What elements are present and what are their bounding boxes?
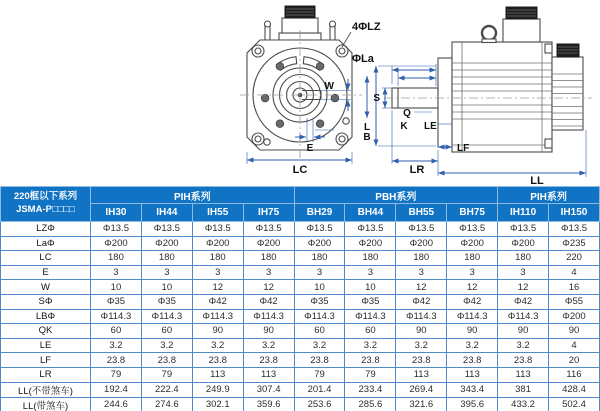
dimension-cell: 20 (549, 353, 600, 368)
dimension-cell: 220 (549, 251, 600, 266)
dim-label-lf: LF (457, 143, 470, 154)
dimension-cell: 3 (447, 265, 498, 280)
dimension-cell: 23.8 (141, 353, 192, 368)
dimension-cell: Φ13.5 (345, 222, 396, 237)
dimension-cell: 321.6 (396, 397, 447, 411)
dimension-cell: 3.2 (141, 338, 192, 353)
dimension-cell: 113 (498, 367, 549, 382)
table-row (1, 280, 600, 295)
dimension-cell: 90 (447, 324, 498, 339)
dimension-cell: Φ200 (243, 236, 294, 251)
dimension-cell: 16 (549, 280, 600, 295)
table-row (1, 309, 600, 324)
table-row (1, 367, 600, 382)
dimension-cell: 23.8 (498, 353, 549, 368)
dimension-cell: 285.6 (345, 397, 396, 411)
dimension-cell: 3.2 (294, 338, 345, 353)
table-row (1, 222, 600, 237)
dimension-cell: 180 (396, 251, 447, 266)
side-view-drawing (352, 7, 592, 186)
dimension-cell: 90 (549, 324, 600, 339)
dimension-cell: 180 (91, 251, 142, 266)
dimension-cell: Φ13.5 (498, 222, 549, 237)
dimension-cell: 10 (141, 280, 192, 295)
dimension-cell: 3.2 (396, 338, 447, 353)
dimension-cell: 79 (345, 367, 396, 382)
dimension-cell: 3 (294, 265, 345, 280)
row-label: LL(带煞车) (1, 397, 91, 411)
dimension-cell: 79 (91, 367, 142, 382)
dimension-cell: Φ35 (345, 294, 396, 309)
group-header-pih2: PIH系列 (498, 187, 600, 204)
table-column-header-row (1, 204, 600, 222)
dimension-cell: 4 (549, 338, 600, 353)
dimension-cell: Φ200 (396, 236, 447, 251)
dimension-cell: 4 (549, 265, 600, 280)
table-row (1, 338, 600, 353)
dimension-cell: 60 (294, 324, 345, 339)
dimension-cell: Φ13.5 (243, 222, 294, 237)
dimension-cell: Φ35 (91, 294, 142, 309)
dimension-cell: Φ114.3 (345, 309, 396, 324)
dimension-drawings (0, 0, 600, 186)
dimension-cell: 3.2 (192, 338, 243, 353)
table-row (1, 236, 600, 251)
table-row (1, 265, 600, 280)
row-label: LF (1, 353, 91, 368)
row-label: E (1, 265, 91, 280)
row-label: LBΦ (1, 309, 91, 324)
dimension-cell: 3.2 (447, 338, 498, 353)
dimension-cell: 302.1 (192, 397, 243, 411)
dimension-cell: 3 (396, 265, 447, 280)
dimension-cell: Φ200 (141, 236, 192, 251)
col-header-bh55: BH55 (396, 204, 447, 222)
dimension-cell: Φ200 (192, 236, 243, 251)
dimension-cell: Φ200 (91, 236, 142, 251)
dimension-cell: 428.4 (549, 382, 600, 397)
dimension-cell: 113 (192, 367, 243, 382)
dimension-cell: Φ114.3 (498, 309, 549, 324)
group-header-pih: PIH系列 (91, 187, 295, 204)
dimension-cell: 113 (447, 367, 498, 382)
dimension-cell: 307.4 (243, 382, 294, 397)
dimension-cell: 116 (549, 367, 600, 382)
row-label: SΦ (1, 294, 91, 309)
dimension-cell: 269.4 (396, 382, 447, 397)
dim-label-w: W (324, 81, 334, 92)
dimension-cell: 12 (396, 280, 447, 295)
col-header-ih44: IH44 (141, 204, 192, 222)
dimension-cell: 180 (294, 251, 345, 266)
dimension-cell: Φ13.5 (192, 222, 243, 237)
table-group-header-row (1, 187, 600, 204)
dimension-cell: Φ114.3 (192, 309, 243, 324)
table-row (1, 397, 600, 411)
dimension-cell: 274.6 (141, 397, 192, 411)
dimension-cell: 10 (91, 280, 142, 295)
dimension-cell: Φ55 (549, 294, 600, 309)
row-label: LE (1, 338, 91, 353)
dim-label-s: S (373, 93, 380, 104)
dimension-cell: 222.4 (141, 382, 192, 397)
dimension-cell: 381 (498, 382, 549, 397)
dimension-cell: Φ114.3 (447, 309, 498, 324)
series-name-line1: 220框以下系列 (13, 191, 78, 203)
series-name-line2: JSMA-P□□□□ (16, 204, 75, 215)
dimension-cell: 359.6 (243, 397, 294, 411)
dim-label-q: Q (403, 108, 411, 119)
dimension-cell: Φ13.5 (447, 222, 498, 237)
dimension-cell: 90 (243, 324, 294, 339)
dimension-table (0, 186, 600, 411)
dimension-cell: Φ35 (294, 294, 345, 309)
dimension-cell: Φ13.5 (549, 222, 600, 237)
col-header-bh44: BH44 (345, 204, 396, 222)
dimension-cell: 3.2 (91, 338, 142, 353)
series-corner-header (1, 187, 91, 222)
group-header-pbh: PBH系列 (294, 187, 498, 204)
dimension-cell: 3 (498, 265, 549, 280)
dimension-cell: 113 (243, 367, 294, 382)
row-label: W (1, 280, 91, 295)
dimension-cell: 90 (498, 324, 549, 339)
dimension-cell: 23.8 (243, 353, 294, 368)
dimension-cell: 3 (345, 265, 396, 280)
dimension-cell: Φ114.3 (243, 309, 294, 324)
dimension-cell: 10 (345, 280, 396, 295)
col-header-ih55: IH55 (192, 204, 243, 222)
dimension-cell: 192.4 (91, 382, 142, 397)
dimension-cell: Φ114.3 (91, 309, 142, 324)
dimension-cell: 12 (192, 280, 243, 295)
col-header-ih30: IH30 (91, 204, 142, 222)
dimension-cell: 12 (498, 280, 549, 295)
dimension-cell: Φ114.3 (396, 309, 447, 324)
col-header-bh29: BH29 (294, 204, 345, 222)
dimension-cell: 3 (243, 265, 294, 280)
col-header-bh75: BH75 (447, 204, 498, 222)
dimension-cell: Φ35 (141, 294, 192, 309)
dimension-cell: Φ114.3 (141, 309, 192, 324)
dim-label-ll: LL (530, 175, 544, 186)
dimension-cell: 90 (192, 324, 243, 339)
dim-label-la: ΦLa (352, 53, 374, 65)
dimension-cell: 3 (91, 265, 142, 280)
dimension-cell: 502.4 (549, 397, 600, 411)
dimension-cell: 395.6 (447, 397, 498, 411)
dimension-cell: 79 (294, 367, 345, 382)
dimension-cell: Φ200 (294, 236, 345, 251)
dimension-cell: Φ114.3 (294, 309, 345, 324)
dimension-cell: 10 (294, 280, 345, 295)
dimension-cell: 253.6 (294, 397, 345, 411)
table-row (1, 324, 600, 339)
col-header-ih110: IH110 (498, 204, 549, 222)
dim-label-le: LE (424, 121, 437, 132)
dimension-cell: 60 (91, 324, 142, 339)
dimension-cell: Φ13.5 (91, 222, 142, 237)
row-label: LC (1, 251, 91, 266)
table-row (1, 294, 600, 309)
dimension-cell: 343.4 (447, 382, 498, 397)
dimension-cell: 180 (141, 251, 192, 266)
row-label: LZΦ (1, 222, 91, 237)
dimension-cell: 12 (243, 280, 294, 295)
dimension-cell: 23.8 (192, 353, 243, 368)
dimension-cell: 180 (498, 251, 549, 266)
dim-label-lc: LC (292, 164, 308, 176)
row-label: QK (1, 324, 91, 339)
dimension-cell: 180 (192, 251, 243, 266)
dimension-cell: Φ200 (498, 236, 549, 251)
dimension-cell: Φ42 (447, 294, 498, 309)
dimension-cell: Φ200 (447, 236, 498, 251)
dimension-cell: 201.4 (294, 382, 345, 397)
dimension-cell: 3 (141, 265, 192, 280)
dimension-cell: 233.4 (345, 382, 396, 397)
dimension-cell: 12 (447, 280, 498, 295)
dimension-cell: 79 (141, 367, 192, 382)
dimension-cell: 3.2 (345, 338, 396, 353)
dimension-cell: 180 (447, 251, 498, 266)
dimension-cell: 90 (396, 324, 447, 339)
dimension-cell: 180 (345, 251, 396, 266)
dim-label-4lz: 4ΦLZ (352, 21, 381, 33)
table-row (1, 382, 600, 397)
dimension-cell: 3 (192, 265, 243, 280)
dimension-cell: 23.8 (91, 353, 142, 368)
dim-label-lb-l: L (363, 122, 371, 133)
col-header-ih75: IH75 (243, 204, 294, 222)
dimension-cell: 3.2 (498, 338, 549, 353)
dimension-cell: 249.9 (192, 382, 243, 397)
row-label: LaΦ (1, 236, 91, 251)
dim-label-lr: LR (409, 164, 425, 176)
dimension-cell: Φ42 (498, 294, 549, 309)
row-label: LL(不带煞车) (1, 382, 91, 397)
dimension-cell: Φ13.5 (141, 222, 192, 237)
dimension-cell: 60 (345, 324, 396, 339)
dimension-cell: 3.2 (243, 338, 294, 353)
dimension-cell: 23.8 (447, 353, 498, 368)
dimension-cell: 433.2 (498, 397, 549, 411)
dimension-cell: Φ200 (549, 309, 600, 324)
dimension-cell: 23.8 (294, 353, 345, 368)
dimension-cell: 23.8 (396, 353, 447, 368)
dim-label-lb-b: B (363, 132, 371, 143)
dim-label-e: E (306, 143, 314, 154)
dimension-cell: Φ13.5 (294, 222, 345, 237)
dimension-cell: 180 (243, 251, 294, 266)
dimension-cell: Φ13.5 (396, 222, 447, 237)
dimension-cell: Φ42 (192, 294, 243, 309)
row-label: LR (1, 367, 91, 382)
dimension-cell: 60 (141, 324, 192, 339)
table-row (1, 353, 600, 368)
dimension-cell: 244.6 (91, 397, 142, 411)
col-header-ih150: IH150 (549, 204, 600, 222)
dimension-cell: Φ42 (396, 294, 447, 309)
dimension-cell: Φ200 (345, 236, 396, 251)
dimension-cell: Φ42 (243, 294, 294, 309)
front-view-drawing (240, 6, 381, 176)
dimension-cell: Φ235 (549, 236, 600, 251)
dimension-cell: 23.8 (345, 353, 396, 368)
dimension-cell: 113 (396, 367, 447, 382)
table-row (1, 251, 600, 266)
dim-label-k: K (400, 121, 408, 132)
